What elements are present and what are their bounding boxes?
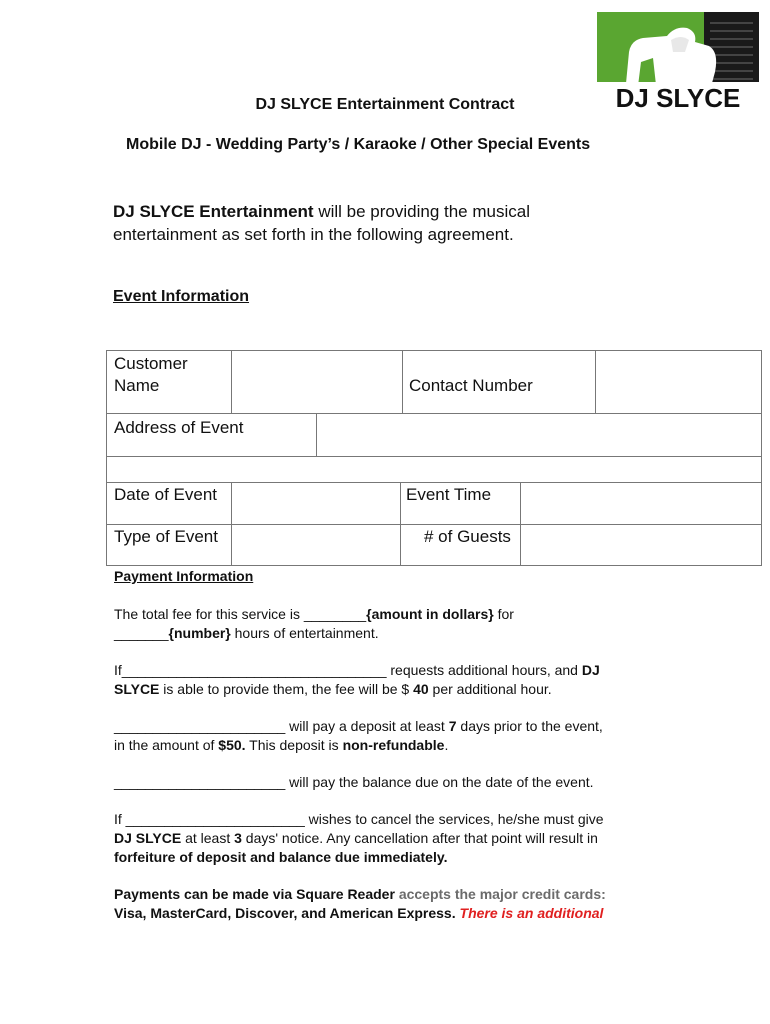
cancellation-paragraph: If _______________________ wishes to cancel the services, he/she must give DJ SLYCE at least 3 days' notice. Any cancellation after that point will result in forfeiture of deposit and balance due immediately. <box>114 811 604 865</box>
event-time-field[interactable] <box>526 484 758 522</box>
num-guests-field[interactable] <box>526 526 758 564</box>
type-of-event-field[interactable] <box>236 526 396 564</box>
payment-methods-paragraph: Payments can be made via Square Reader accepts the major credit cards: Visa, MasterCard, Discover, and American Express. There is an additional <box>114 886 606 921</box>
event-information-heading: Event Information <box>113 288 250 305</box>
intro-line2: entertainment as set forth in the following agreement. <box>113 225 514 244</box>
balance-paragraph: ______________________ will pay the balance due on the date of the event. <box>114 774 594 790</box>
customer-name-label: Customer Name <box>114 354 188 395</box>
event-information-table <box>106 350 762 566</box>
num-guests-label: # of Guests <box>424 527 511 546</box>
date-of-event-label: Date of Event <box>114 485 218 504</box>
date-of-event-field[interactable] <box>236 484 396 522</box>
address-of-event-field[interactable] <box>320 415 758 455</box>
contract-subtitle: Mobile DJ - Wedding Party’s / Karaoke / Other Special Events <box>126 136 591 153</box>
address-of-event-label: Address of Event <box>114 418 244 437</box>
additional-hours-paragraph: If__________________________________ requests additional hours, and DJ SLYCE is able to provide them, the fee will be $ 40 per additional hour. <box>114 662 600 697</box>
event-time-label: Event Time <box>406 485 492 504</box>
intro-paragraph <box>113 200 673 246</box>
customer-name-field[interactable] <box>237 351 399 411</box>
logo-text: DJ SLYCE <box>615 83 741 113</box>
contact-number-label: Contact Number <box>409 376 533 395</box>
payment-information-heading: Payment Information <box>114 568 254 584</box>
contact-number-field[interactable] <box>600 351 758 411</box>
address-line-2-field[interactable] <box>110 458 758 480</box>
fee-paragraph: The total fee for this service is ________{amount in dollars} for _______{number} hours of entertainment. <box>114 606 514 641</box>
type-of-event-label: Type of Event <box>114 527 218 546</box>
intro-line1: will be providing the musical <box>313 202 530 221</box>
intro-company-name: DJ SLYCE Entertainment <box>113 202 314 221</box>
contract-title: DJ SLYCE Entertainment Contract <box>255 96 515 113</box>
deposit-paragraph: ______________________ will pay a deposit at least 7 days prior to the event, in the amount of $50. This deposit is non-refundable. <box>114 718 603 753</box>
